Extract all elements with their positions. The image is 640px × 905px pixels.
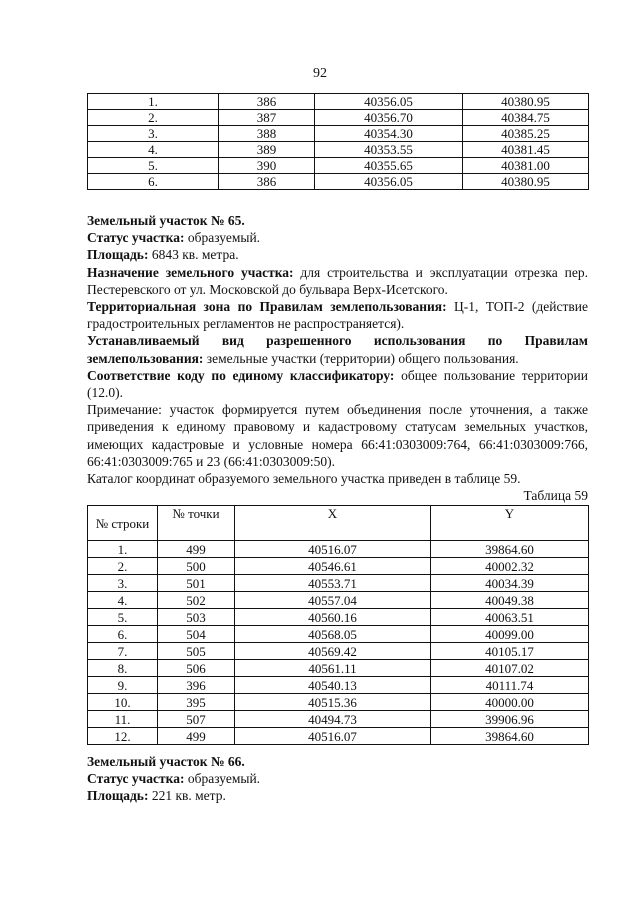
- status-label: Статус участка:: [87, 771, 185, 787]
- status-label: Статус участка:: [87, 230, 185, 246]
- parcel-65-zone: [87, 298, 588, 332]
- header-row-number: № строки: [88, 506, 158, 541]
- cell-y: 40380.95: [463, 174, 589, 190]
- parcel-65-catalog-reference: Каталог координат образуемого земельного участка приведен в таблице 59.: [87, 471, 521, 487]
- purpose-value: для строительства и эксплуатации отрезка пер. Пестеревского от ул. Московской до бульвара Верх-Исетского.: [87, 264, 588, 297]
- cell-y: 39906.96: [431, 711, 589, 728]
- area-value: 221 кв. метр.: [148, 788, 226, 804]
- cell-x: 40356.05: [315, 94, 463, 110]
- cell-y: 40063.51: [431, 609, 589, 626]
- cell-y: 40380.95: [463, 94, 589, 110]
- table-row: [88, 94, 589, 110]
- parcel-65-status: [87, 229, 588, 246]
- table-row: [88, 592, 589, 609]
- cell-y: 40384.75: [463, 110, 589, 126]
- cell-point-number: 396: [158, 677, 235, 694]
- cell-row-number: 1.: [88, 94, 219, 110]
- parcel-65-permitted-use-line2: [87, 350, 588, 367]
- cell-point-number: 501: [158, 575, 235, 592]
- cell-point-number: 505: [158, 643, 235, 660]
- table-row: [88, 694, 589, 711]
- area-label: Площадь:: [87, 788, 149, 804]
- cell-row-number: 3.: [88, 126, 219, 142]
- cell-row-number: 6.: [88, 626, 158, 643]
- coordinates-table-continued: [87, 93, 589, 190]
- cell-y: 39864.60: [431, 728, 589, 745]
- cell-row-number: 1.: [88, 541, 158, 558]
- cell-point-number: 386: [219, 94, 315, 110]
- cell-point-number: 500: [158, 558, 235, 575]
- cell-x: 40568.05: [235, 626, 431, 643]
- coordinates-table-body: [88, 541, 589, 745]
- cell-point-number: 386: [219, 174, 315, 190]
- cell-row-number: 12.: [88, 728, 158, 745]
- table-row: [88, 110, 589, 126]
- parcel-66-section: [87, 753, 588, 805]
- purpose-label: Назначение земельного участка:: [87, 264, 294, 280]
- area-value: 6843 кв. метра.: [148, 247, 239, 263]
- cell-y: 40049.38: [431, 592, 589, 609]
- cell-y: 40034.39: [431, 575, 589, 592]
- parcel-65-classifier: [87, 367, 588, 401]
- cell-row-number: 7.: [88, 643, 158, 660]
- permitted-use-value: земельные участки (территории) общего пользования.: [203, 350, 519, 366]
- cell-row-number: 5.: [88, 158, 219, 174]
- header-y: Y: [431, 506, 589, 541]
- status-value: образуемый.: [184, 230, 261, 246]
- cell-x: 40494.73: [235, 711, 431, 728]
- cell-x: 40515.36: [235, 694, 431, 711]
- table-row: [88, 575, 589, 592]
- table-row: [88, 142, 589, 158]
- parcel-65-permitted-use-line1: [87, 332, 588, 349]
- cell-x: 40354.30: [315, 126, 463, 142]
- classifier-label: Соответствие коду по единому классификатору:: [87, 367, 395, 383]
- cell-x: 40356.05: [315, 174, 463, 190]
- cell-y: 40385.25: [463, 126, 589, 142]
- table-header-row: [88, 506, 589, 541]
- zone-value: Ц-1, ТОП-2 (действие градостроительных регламентов не распространяется).: [87, 299, 589, 332]
- cell-point-number: 390: [219, 158, 315, 174]
- cell-point-number: 389: [219, 142, 315, 158]
- cell-x: 40557.04: [235, 592, 431, 609]
- zone-label: Территориальная зона по Правилам землепользования:: [87, 299, 447, 315]
- parcel-66-area: [87, 787, 588, 804]
- cell-row-number: 2.: [88, 558, 158, 575]
- cell-x: 40540.13: [235, 677, 431, 694]
- parcel-65-section: [87, 212, 588, 487]
- table-row: [88, 158, 589, 174]
- cell-point-number: 499: [158, 541, 235, 558]
- header-x: X: [235, 506, 431, 541]
- cell-x: 40356.70: [315, 110, 463, 126]
- cell-point-number: 395: [158, 694, 235, 711]
- table-row: [88, 626, 589, 643]
- cell-row-number: 11.: [88, 711, 158, 728]
- cell-y: 40000.00: [431, 694, 589, 711]
- cell-y: 40105.17: [431, 643, 589, 660]
- cell-row-number: 10.: [88, 694, 158, 711]
- cell-row-number: 5.: [88, 609, 158, 626]
- cell-row-number: 9.: [88, 677, 158, 694]
- cell-x: 40569.42: [235, 643, 431, 660]
- cell-point-number: 499: [158, 728, 235, 745]
- cell-row-number: 8.: [88, 660, 158, 677]
- table-row: [88, 660, 589, 677]
- parcel-66-status: [87, 770, 588, 787]
- cell-point-number: 507: [158, 711, 235, 728]
- cell-point-number: 503: [158, 609, 235, 626]
- coordinates-table-59: [87, 505, 589, 745]
- parcel-65-title: Земельный участок № 65.: [87, 213, 245, 228]
- table-row: [88, 711, 589, 728]
- table-row: [88, 609, 589, 626]
- cell-x: 40353.55: [315, 142, 463, 158]
- cell-point-number: 506: [158, 660, 235, 677]
- cell-x: 40560.16: [235, 609, 431, 626]
- cell-y: 40099.00: [431, 626, 589, 643]
- cell-x: 40561.11: [235, 660, 431, 677]
- table-row: [88, 643, 589, 660]
- cell-y: 40381.45: [463, 142, 589, 158]
- parcel-65-note: Примечание: участок формируется путем объединения после уточнения, а также приведения к единому правовому и кадастровому статусам земельных участков, имеющих кадастровые и условные номера 66:41:0303009:764, 66:41:0303009:766, 66:41:0303009:765 и 23 (66:41:0303009:50).: [87, 402, 588, 469]
- table-59-caption: Таблица 59: [523, 488, 588, 503]
- cell-y: 40111.74: [431, 677, 589, 694]
- classifier-value: общее пользование территории (12.0).: [87, 367, 589, 401]
- cell-y: 40002.32: [431, 558, 589, 575]
- permitted-use-label: Устанавливаемый вид разрешенного использования по Правилам: [87, 333, 588, 349]
- header-point-number: № точки: [158, 506, 235, 541]
- cell-x: 40355.65: [315, 158, 463, 174]
- cell-row-number: 2.: [88, 110, 219, 126]
- table-row: [88, 677, 589, 694]
- page-number: 92: [313, 66, 327, 81]
- cell-point-number: 502: [158, 592, 235, 609]
- cell-x: 40546.61: [235, 558, 431, 575]
- cell-y: 39864.60: [431, 541, 589, 558]
- cell-x: 40516.07: [235, 728, 431, 745]
- coordinates-table-body: [88, 94, 589, 190]
- cell-row-number: 6.: [88, 174, 219, 190]
- table-row: [88, 728, 589, 745]
- permitted-use-label-end: землепользования:: [87, 350, 204, 366]
- cell-row-number: 4.: [88, 142, 219, 158]
- parcel-65-area: [87, 246, 588, 263]
- cell-x: 40553.71: [235, 575, 431, 592]
- parcel-65-purpose: [87, 264, 588, 298]
- table-row: [88, 541, 589, 558]
- status-value: образуемый.: [184, 771, 261, 787]
- table-row: [88, 558, 589, 575]
- table-row: [88, 126, 589, 142]
- cell-y: 40107.02: [431, 660, 589, 677]
- cell-y: 40381.00: [463, 158, 589, 174]
- cell-point-number: 387: [219, 110, 315, 126]
- area-label: Площадь:: [87, 247, 149, 263]
- cell-point-number: 388: [219, 126, 315, 142]
- cell-row-number: 4.: [88, 592, 158, 609]
- cell-row-number: 3.: [88, 575, 158, 592]
- parcel-66-title: Земельный участок № 66.: [87, 754, 245, 769]
- cell-point-number: 504: [158, 626, 235, 643]
- cell-x: 40516.07: [235, 541, 431, 558]
- table-row: [88, 174, 589, 190]
